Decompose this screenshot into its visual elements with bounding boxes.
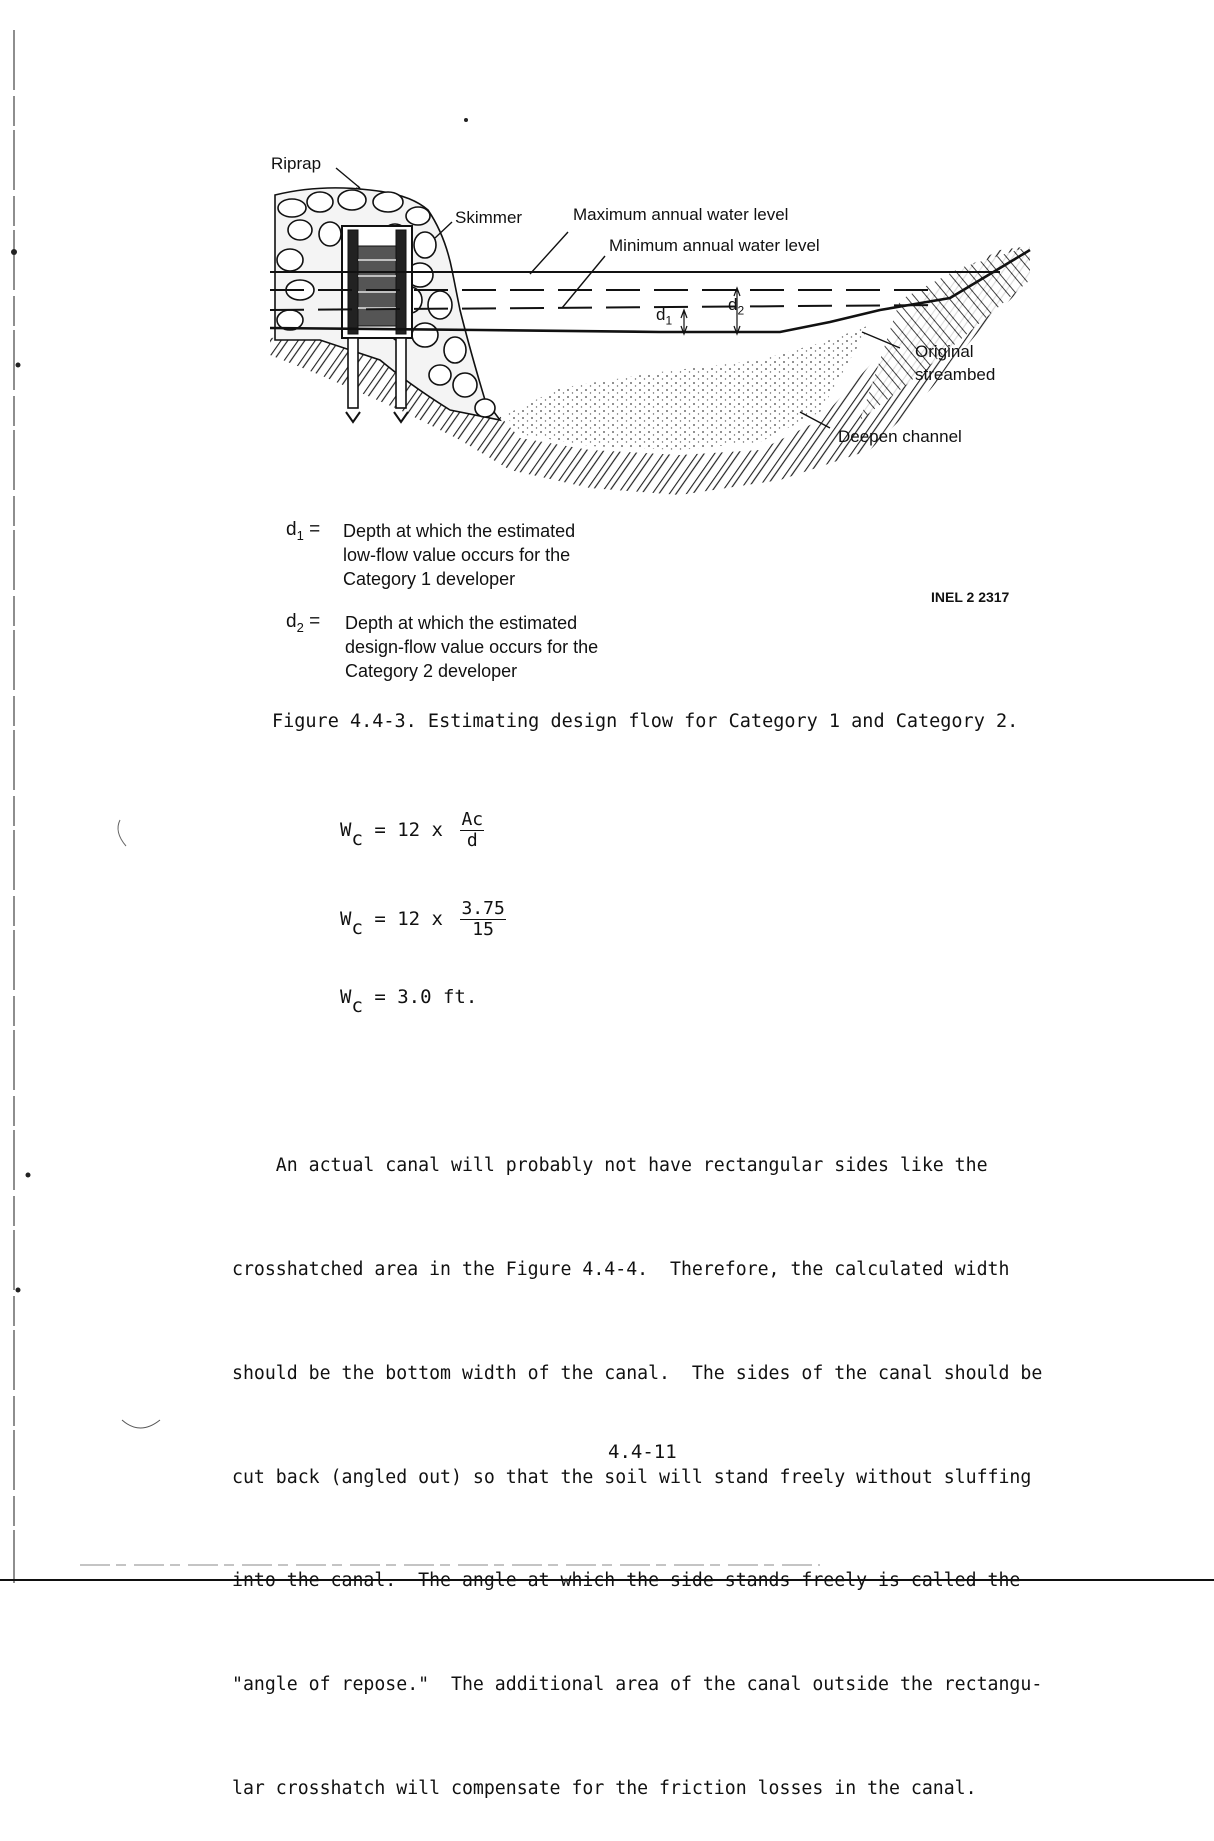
- fraction-375-over-15: $\frac{3.75}{15}$: [461, 898, 505, 940]
- label-deepen-channel: Deepen channel: [838, 427, 962, 446]
- legend-d2-text: Depth at which the estimated design-flow value occurs for the Category 2 developer: [345, 613, 599, 681]
- legend-d1-symbol: $d_1$ =: [286, 519, 321, 543]
- fraction-ac-over-d: $\frac{Ac}{d}$: [461, 809, 484, 851]
- paragraph-line: An actual canal will probably not have rectangular sides like the: [232, 1155, 988, 1177]
- label-d2-mark: $d_2$: [728, 295, 745, 318]
- figure-caption: Figure 4.4-3. Estimating design flow for Category 1 and Category 2.: [272, 711, 1019, 732]
- equation-1: $W_c = 12$ x $\frac{Ac}{d}$: [340, 809, 484, 851]
- label-skimmer: Skimmer: [455, 208, 523, 227]
- label-min-water-level: Minimum annual water level: [609, 236, 820, 255]
- paragraph-line: crosshatched area in the Figure 4.4-4. Therefore, the calculated width: [232, 1258, 1010, 1280]
- label-d1-mark: $d_1$: [656, 305, 673, 328]
- legend-d2-symbol: $d_2$ =: [286, 611, 321, 635]
- figure-id-inel: INEL 2 2317: [931, 589, 1010, 605]
- paragraph-line: into the canal. The angle at which the side stands freely is called the: [232, 1570, 1021, 1592]
- paragraph-line: "angle of repose." The additional area of the canal outside the rectangu-: [232, 1674, 1043, 1696]
- paragraph-line: should be the bottom width of the canal. The sides of the canal should be: [232, 1362, 1043, 1384]
- label-original-streambed: Original streambed: [915, 342, 996, 384]
- paragraph-line: lar crosshatch will compensate for the friction losses in the canal.: [232, 1777, 977, 1799]
- paragraph-line: cut back (angled out) so that the soil will stand freely without sluffing: [232, 1466, 1032, 1488]
- label-riprap: Riprap: [271, 154, 322, 173]
- equation-2: $W_c = 12$ x $\frac{3.75}{15}$: [340, 898, 505, 940]
- legend-d1-text: Depth at which the estimated low-flow value occurs for the Category 1 developer: [343, 521, 576, 589]
- canal-cross-section-diagram: [260, 150, 1060, 510]
- page-number: 4.4-11: [608, 1441, 677, 1463]
- equation-3: $W_c = 3.0$ ft.: [340, 986, 478, 1017]
- label-max-water-level: Maximum annual water level: [573, 205, 789, 224]
